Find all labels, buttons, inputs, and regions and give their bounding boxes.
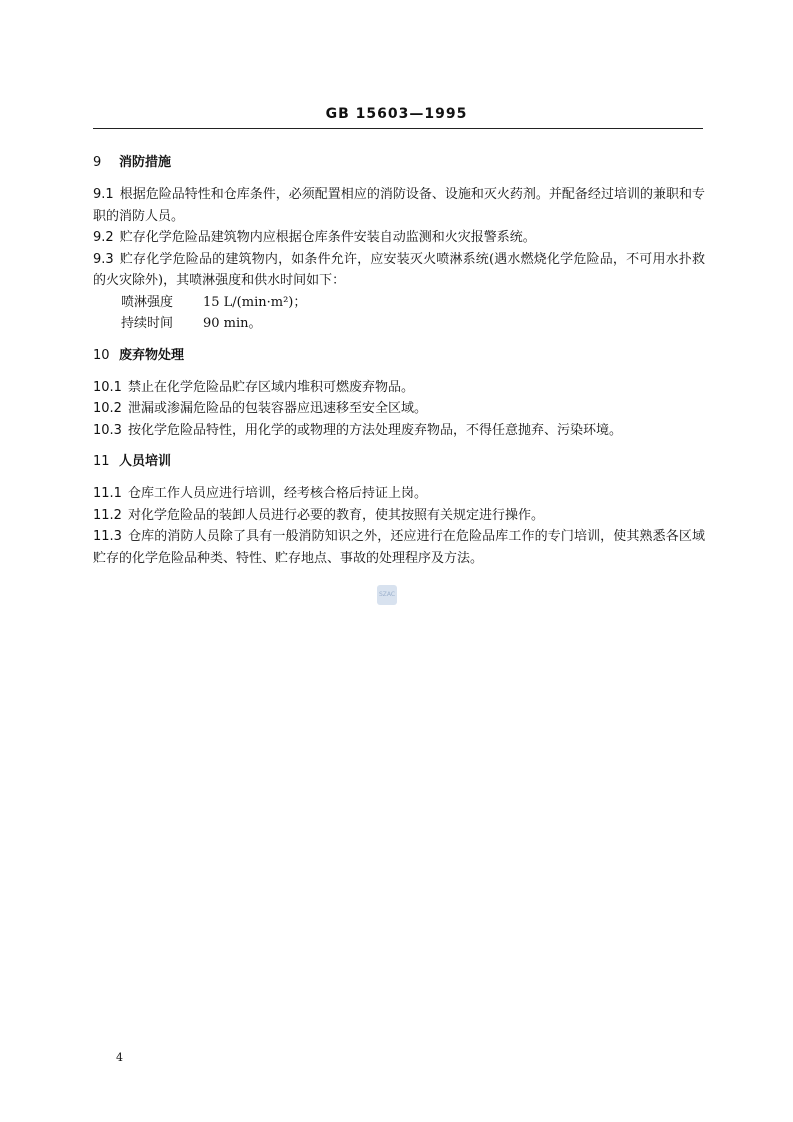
section-heading [93, 345, 705, 367]
clause-text: 贮存化学危险品建筑物内应根据仓库条件安装自动监测和火灾报警系统。 [119, 230, 536, 245]
page-number: 4 [116, 1051, 123, 1064]
clause-11-3 [93, 526, 705, 569]
clause-11-1 [93, 483, 705, 505]
clause-text: 贮存化学危险品的建筑物内，如条件允许，应安装灭火喷淋系统(遇水燃烧化学危险品，不可用水扑救的火灾除外)，其喷淋强度和供水时间如下： [93, 251, 705, 288]
spec-label: 持续时间 [121, 316, 174, 331]
section-heading [93, 152, 705, 174]
clause-text: 根据危险品特性和仓库条件，必须配置相应的消防设备、设施和灭火药剂。并配备经过培训的兼职和专职的消防人员。 [93, 187, 705, 224]
section-11 [93, 451, 705, 569]
clause-11-2 [93, 505, 705, 527]
clause-text: 仓库工作人员应进行培训，经考核合格后持证上岗。 [127, 486, 427, 501]
clause-9-1 [93, 184, 705, 227]
clause-9-2 [93, 227, 705, 249]
section-title: 废弃物处理 [119, 347, 185, 363]
watermark-stamp: SZAC [377, 585, 397, 605]
spec-row-duration [93, 313, 705, 335]
clause-10-2 [93, 398, 705, 420]
spec-row-intensity [93, 292, 705, 314]
clause-10-1 [93, 377, 705, 399]
section-number: 10 [93, 347, 110, 363]
section-10 [93, 345, 705, 442]
spec-value: 15 L/(min·m²)； [203, 294, 307, 310]
section-number: 11 [93, 454, 110, 469]
clause-number: 10.2 [93, 401, 122, 416]
section-number: 9 [93, 155, 102, 170]
section-9 [93, 152, 705, 335]
clause-number: 9.2 [93, 230, 114, 245]
clause-number: 10.3 [93, 422, 122, 438]
clause-text: 禁止在化学危险品贮存区域内堆积可燃废弃物品。 [127, 379, 414, 395]
clause-number: 10.1 [93, 379, 122, 395]
clause-text: 仓库的消防人员除了具有一般消防知识之外，还应进行在危险品库工作的专门培训，使其熟悉各区域贮存的化学危险品种类、特性、贮存地点、事故的处理程序及方法。 [93, 529, 705, 566]
section-title: 人员培训 [119, 454, 172, 469]
document-body [93, 148, 705, 579]
clause-10-3 [93, 420, 705, 442]
clause-text: 对化学危险品的装卸人员进行必要的教育，使其按照有关规定进行操作。 [127, 507, 544, 523]
clause-number: 11.3 [93, 529, 122, 544]
clause-9-3 [93, 249, 705, 292]
section-heading [93, 451, 705, 473]
header-rule [93, 128, 703, 129]
clause-text: 泄漏或渗漏危险品的包装容器应迅速移至安全区域。 [127, 401, 427, 416]
clause-number: 11.1 [93, 486, 122, 501]
clause-number: 9.1 [93, 187, 114, 202]
clause-number: 9.3 [93, 251, 114, 267]
section-title: 消防措施 [119, 155, 172, 170]
spec-value: 90 min。 [203, 316, 262, 331]
document-header: GB 15603—1995 [325, 106, 468, 122]
spec-label: 喷淋强度 [121, 294, 174, 310]
clause-number: 11.2 [93, 507, 122, 523]
clause-text: 按化学危险品特性，用化学的或物理的方法处理废弃物品，不得任意抛弃、污染环境。 [127, 422, 622, 438]
